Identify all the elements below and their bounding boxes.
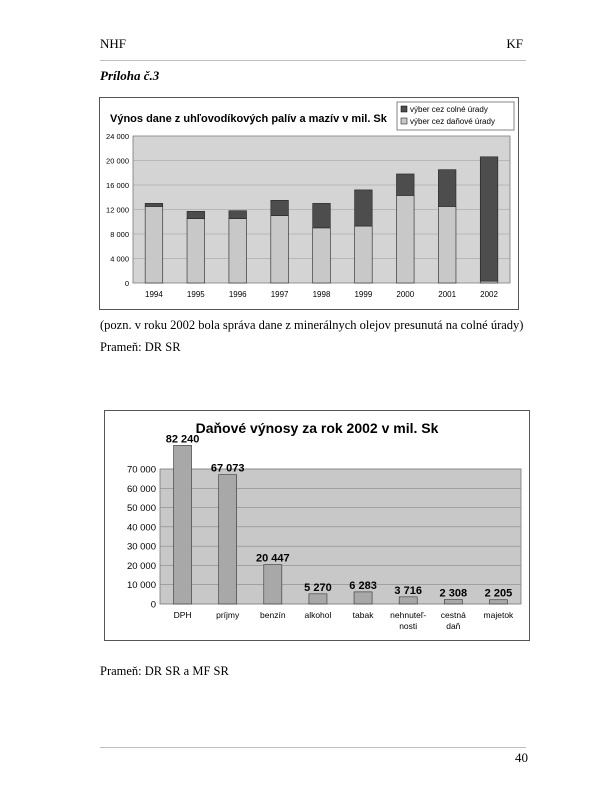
legend-label-colne: výber cez colné úrady — [410, 105, 488, 114]
footer-divider — [100, 747, 526, 748]
chart2-bar — [174, 445, 192, 604]
chart2-bar — [399, 597, 417, 604]
chart2-value-label: 20 447 — [255, 552, 290, 565]
chart1-x-tick-label: 2002 — [480, 290, 498, 299]
chart2-y-tick-label: 50 000 — [126, 503, 156, 515]
header-left: NHF — [100, 36, 127, 51]
page-number: 40 — [515, 750, 528, 765]
chart2-x-tick-label: DPH — [173, 610, 192, 620]
chart1-bar-danove — [355, 226, 373, 283]
chart1-bar-danove — [229, 219, 247, 283]
chart1-x-tick-label: 1996 — [228, 290, 247, 299]
chart1-y-tick-label: 8 000 — [110, 230, 129, 239]
chart2-value-label: 67 073 — [210, 462, 245, 475]
chart2-bar — [444, 600, 462, 604]
chart2-x-tick-label: benzín — [260, 610, 286, 620]
chart2-y-tick-label: 30 000 — [126, 541, 156, 553]
chart1-y-tick-label: 4 000 — [110, 254, 129, 264]
chart2-bar — [354, 592, 372, 604]
chart2-value-label: 6 283 — [349, 579, 377, 592]
chart1-bar-colne — [229, 211, 247, 219]
chart2-bar — [219, 475, 237, 604]
chart2-value-label: 2 205 — [484, 587, 513, 600]
chart1-source: Prameň: DR SR — [100, 340, 181, 354]
chart2-y-tick-label: 0 — [150, 599, 156, 611]
chart1-plot — [106, 132, 510, 299]
chart1-bar-colne — [271, 200, 289, 215]
chart1-y-tick-label: 12 000 — [106, 205, 129, 215]
chart1-y-tick-label: 24 000 — [106, 132, 129, 141]
chart2-y-tick-label: 20 000 — [126, 560, 156, 572]
chart1-bar-colne — [187, 211, 205, 218]
fuel-tax-chart-svg — [100, 98, 518, 309]
chart1-y-tick-label: 0 — [124, 279, 129, 288]
chart1-bar-colne — [480, 157, 498, 281]
legend-swatch-danove — [401, 118, 407, 124]
chart2-value-label: 5 270 — [304, 581, 332, 594]
chart2-x-tick-label: daň — [446, 621, 461, 631]
chart1-bar-danove — [396, 195, 414, 283]
chart2-value-label: 3 716 — [394, 584, 422, 597]
chart2-y-tick-label: 60 000 — [126, 483, 156, 495]
chart1-bar-danove — [187, 219, 205, 283]
chart2-x-tick-label: majetok — [483, 610, 514, 620]
legend-label-danove: výber cez daňové úrady — [410, 117, 495, 126]
chart1-bar-danove — [271, 216, 289, 283]
chart2-x-tick-label: nosti — [399, 621, 418, 631]
chart1-x-tick-label: 1994 — [145, 290, 163, 299]
chart1-x-tick-label: 1995 — [186, 290, 205, 299]
chart2-x-tick-label: cestná — [440, 610, 466, 620]
chart2-value-label: 2 308 — [439, 587, 468, 600]
chart1-y-tick-label: 16 000 — [106, 181, 129, 190]
appendix-label: Príloha č.3 — [100, 68, 160, 83]
chart1-bar-colne — [313, 203, 331, 228]
chart1-x-tick-label: 1999 — [354, 290, 373, 299]
chart2-x-tick-label: nehnuteľ- — [390, 610, 427, 620]
chart1-bar-danove — [313, 228, 331, 283]
chart1-x-tick-label: 2000 — [396, 290, 415, 299]
chart2-y-tick-label: 70 000 — [126, 464, 156, 476]
chart1-title: Výnos dane z uhľovodíkových palív a mazív v mil. Sk — [110, 113, 387, 125]
chart2-x-tick-label: alkohol — [304, 610, 332, 620]
chart2-title: Daňové výnosy za rok 2002 v mil. Sk — [195, 420, 439, 436]
chart1-bar-colne — [145, 203, 163, 206]
legend-swatch-colne — [401, 106, 407, 112]
chart2-y-tick-label: 40 000 — [126, 522, 156, 534]
tax-revenue-chart — [104, 410, 530, 641]
fuel-tax-chart — [99, 97, 519, 310]
chart2-plot-area — [160, 469, 521, 604]
chart2-value-label: 82 240 — [165, 433, 200, 446]
chart1-x-tick-label: 2001 — [438, 290, 457, 299]
header-right: KF — [506, 36, 523, 51]
header-divider — [100, 60, 526, 61]
chart1-bar-danove — [145, 206, 163, 283]
chart2-y-tick-label: 10 000 — [126, 580, 156, 592]
chart1-bar-colne — [355, 190, 373, 226]
chart1-x-tick-label: 1998 — [312, 290, 331, 299]
chart1-x-tick-label: 1997 — [270, 290, 289, 299]
chart1-note: (pozn. v roku 2002 bola správa dane z minerálnych olejov presunutá na colné úrady) — [100, 318, 524, 332]
chart2-x-tick-label: príjmy — [216, 610, 240, 620]
chart2-bar — [309, 594, 327, 604]
tax-revenue-chart-svg — [105, 411, 529, 640]
chart2-plot — [127, 433, 521, 631]
chart1-bar-colne — [438, 170, 456, 207]
chart2-source: Prameň: DR SR a MF SR — [100, 664, 229, 678]
chart2-x-tick-label: tabak — [352, 610, 374, 620]
chart1-legend — [397, 102, 514, 130]
chart1-bar-colne — [396, 174, 414, 195]
chart2-bar — [489, 600, 507, 604]
chart1-bar-danove — [438, 206, 456, 283]
chart2-bar — [264, 565, 282, 604]
chart1-y-tick-label: 20 000 — [106, 156, 129, 166]
